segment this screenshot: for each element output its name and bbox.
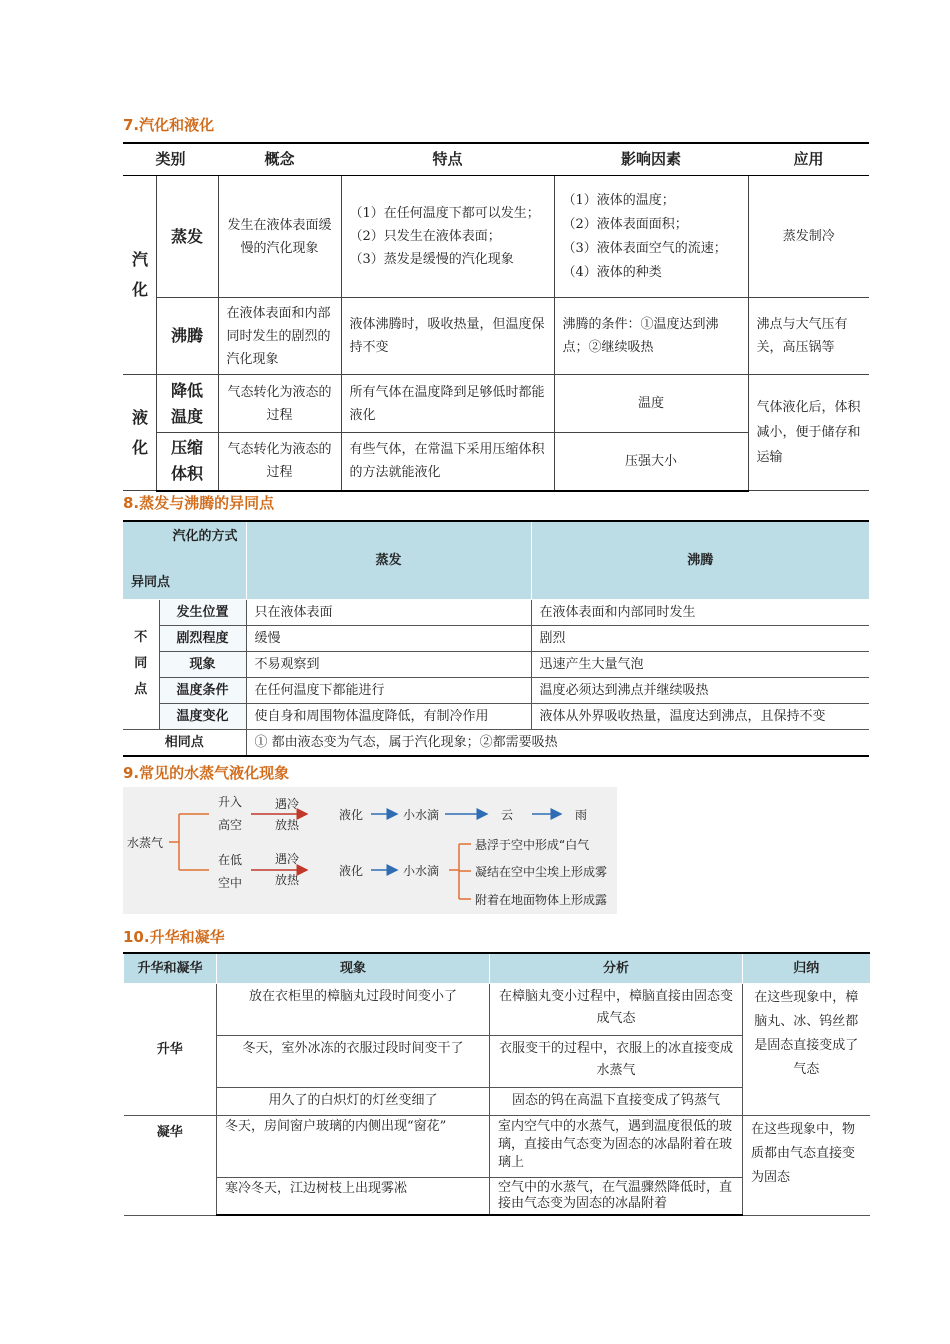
phenomenon-cell: 冬天，房间窗户玻璃的内侧出现“窗花” [217, 1116, 490, 1178]
row-label: 蒸发 [156, 176, 218, 298]
row-label: 降低温度 [156, 375, 218, 433]
boil-cell: 在液体表面和内部同时发生 [531, 599, 869, 625]
group-vaporization: 汽化 [123, 176, 156, 375]
application-cell: 气体液化后，体积减小，便于储存和运输 [748, 375, 869, 491]
factor-cell: 温度 [554, 375, 748, 433]
sublimation-deposition-table [123, 952, 870, 1216]
feature-cell: 有些气体，在常温下采用压缩体积的方法就能液化 [341, 433, 554, 491]
header-category: 类别 [123, 143, 218, 176]
evaporation-boiling-table [123, 520, 869, 757]
phenomenon-cell: 用久了的白炽灯的灯丝变细了 [217, 1088, 490, 1116]
table-row [123, 651, 869, 677]
table-row [124, 984, 870, 1036]
table-row [123, 298, 869, 375]
factor-cell: 压强大小 [554, 433, 748, 491]
analysis-cell: 固态的钨在高温下直接变成了钨蒸气 [490, 1088, 743, 1116]
evap-cell: 不易观察到 [246, 651, 531, 677]
row-label: 温度变化 [159, 703, 246, 729]
table-row [123, 703, 869, 729]
sublimation-label: 升华 [124, 984, 217, 1116]
table-row [123, 599, 869, 625]
section-9-title: 9.常见的水蒸气液化现象 [123, 764, 290, 782]
table-row [123, 375, 869, 433]
concept-cell: 在液体表面和内部同时发生的剧烈的汽化现象 [218, 298, 341, 375]
concept-cell: 气态转化为液态的过程 [218, 433, 341, 491]
header-phenomenon: 现象 [217, 953, 490, 984]
header-feature: 特点 [341, 143, 554, 176]
deposition-label: 凝华 [124, 1116, 217, 1216]
header-analysis: 分析 [490, 953, 743, 984]
row-label: 剧烈程度 [159, 625, 246, 651]
table-row [123, 677, 869, 703]
header-type: 升华和凝华 [124, 953, 217, 984]
header-concept: 概念 [218, 143, 341, 176]
table-header-row [123, 143, 869, 176]
section-7-title: 7.汽化和液化 [123, 116, 215, 134]
feature-cell: 液体沸腾时，吸收热量，但温度保持不变 [341, 298, 554, 375]
section-10-title: 10.升华和凝华 [123, 928, 225, 946]
header-summary: 归纳 [743, 953, 870, 984]
row-label: 沸腾 [156, 298, 218, 375]
table-header-row [123, 521, 869, 599]
boil-cell: 迅速产生大量气泡 [531, 651, 869, 677]
vaporization-liquefaction-table [123, 142, 869, 492]
summary-cell: 在这些现象中，樟脑丸、冰、钨丝都是固态直接变成了气态 [743, 984, 870, 1116]
analysis-cell: 空气中的水蒸气，在气温骤然降低时，直接由气态变为固态的冰晶附着 [490, 1178, 743, 1216]
application-cell: 蒸发制冷 [748, 176, 869, 298]
evap-cell: 在任何温度下都能进行 [246, 677, 531, 703]
evap-cell: 缓慢 [246, 625, 531, 651]
concept-cell: 气态转化为液态的过程 [218, 375, 341, 433]
feature-cell: 所有气体在温度降到足够低时都能液化 [341, 375, 554, 433]
row-label: 温度条件 [159, 677, 246, 703]
concept-cell: 发生在液体表面缓慢的汽化现象 [218, 176, 341, 298]
evap-cell: 只在液体表面 [246, 599, 531, 625]
diff-label: 不同点 [123, 599, 159, 729]
feature-cell: （1）在任何温度下都可以发生； （2）只发生在液体表面； （3）蒸发是缓慢的汽化现象 [341, 176, 554, 298]
analysis-cell: 在樟脑丸变小过程中，樟脑直接由固态变成气态 [490, 984, 743, 1036]
analysis-cell: 室内空气中的水蒸气，遇到温度很低的玻璃，直接由气态变为固态的冰晶附着在玻璃上 [490, 1116, 743, 1178]
row-label: 压缩体积 [156, 433, 218, 491]
root-label: 水蒸气 [127, 836, 164, 850]
table-row [123, 729, 869, 756]
header-factor: 影响因素 [554, 143, 748, 176]
factor-cell: （1）液体的温度； （2）液体表面面积； （3）液体表面空气的流速； （4）液体的种类 [554, 176, 748, 298]
section-8-title: 8.蒸发与沸腾的异同点 [123, 494, 275, 512]
corner-header: 汽化的方式 异同点 [123, 521, 246, 599]
same-cell: ① 都由液态变为气态，属于汽化现象；②都需要吸热 [246, 729, 869, 756]
boil-cell: 剧烈 [531, 625, 869, 651]
analysis-cell: 衣服变干的过程中，衣服上的冰直接变成水蒸气 [490, 1036, 743, 1088]
row-label: 现象 [159, 651, 246, 677]
table-row [124, 1116, 870, 1178]
table-header-row [124, 953, 870, 984]
table-row [123, 176, 869, 298]
factor-cell: 沸腾的条件：①温度达到沸点；②继续吸热 [554, 298, 748, 375]
water-vapor-flow-diagram: 水蒸气 升入 高空 在低 空中 遇冷 放热 遇冷 放热 液化 小水滴 云 雨 液化 小水滴 悬浮于空中形成“白气 凝结在空中尘埃上形成雾 附着在地面物体上形成露 [123, 787, 617, 914]
root-bracket [169, 814, 209, 870]
boil-cell: 液体从外界吸收热量，温度达到沸点，且保持不变 [531, 703, 869, 729]
same-label: 相同点 [123, 729, 246, 756]
header-boiling: 沸腾 [531, 521, 869, 599]
branch-bracket [449, 844, 471, 899]
phenomenon-cell: 冬天，室外冰冻的衣服过段时间变干了 [217, 1036, 490, 1088]
evap-cell: 使自身和周围物体温度降低，有制冷作用 [246, 703, 531, 729]
phenomenon-cell: 放在衣柜里的樟脑丸过段时间变小了 [217, 984, 490, 1036]
summary-cell: 在这些现象中，物质都由气态直接变为固态 [743, 1116, 870, 1216]
boil-cell: 温度必须达到沸点并继续吸热 [531, 677, 869, 703]
row-label: 发生位置 [159, 599, 246, 625]
application-cell: 沸点与大气压有关，高压锅等 [748, 298, 869, 375]
header-evaporation: 蒸发 [246, 521, 531, 599]
table-row [123, 625, 869, 651]
group-liquefaction: 液化 [123, 375, 156, 491]
phenomenon-cell: 寒冷冬天，江边树枝上出现雾凇 [217, 1178, 490, 1216]
header-application: 应用 [748, 143, 869, 176]
